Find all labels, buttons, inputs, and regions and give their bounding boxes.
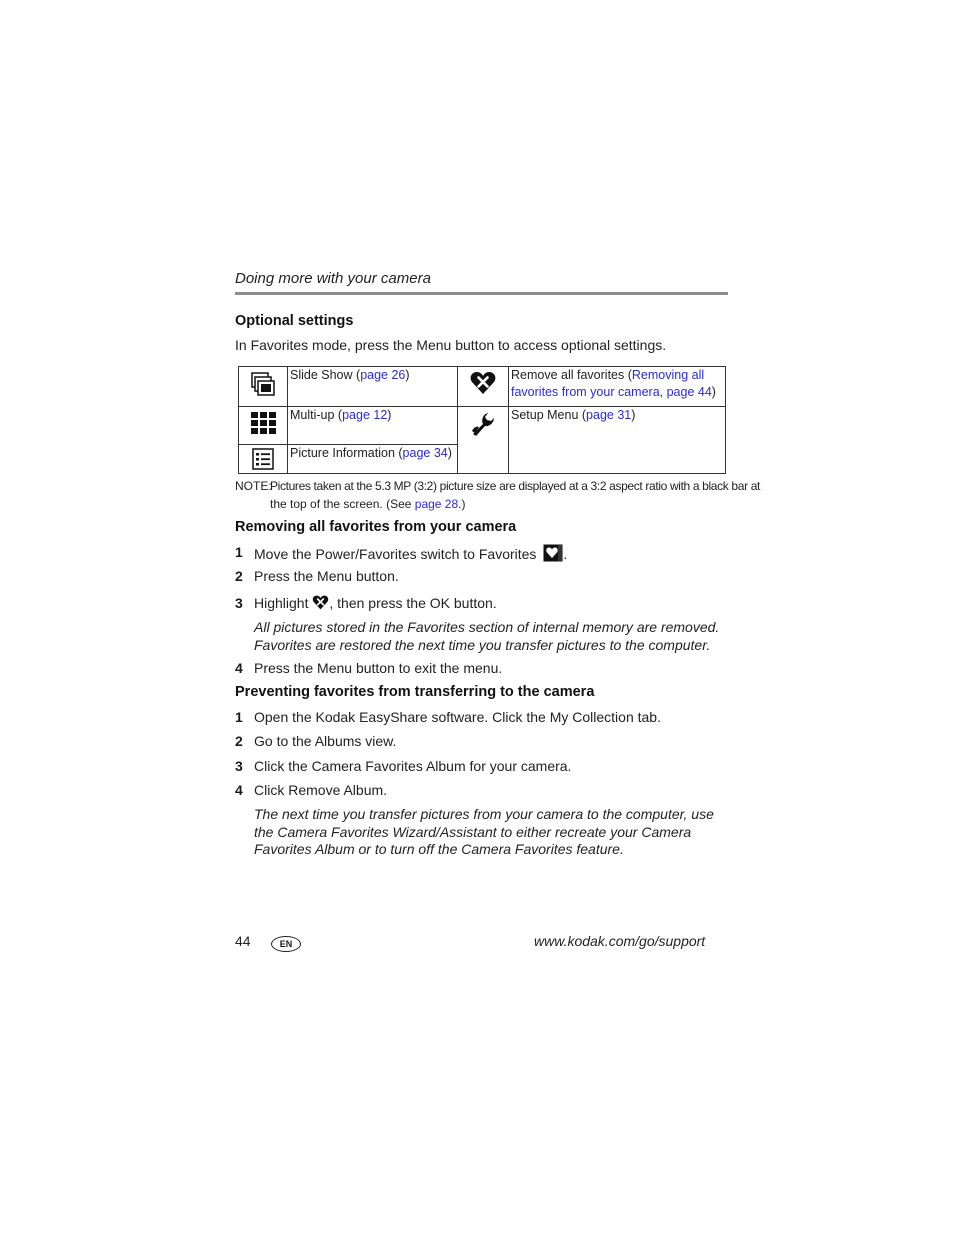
preventing-step-number: 1 <box>235 709 243 725</box>
preventing-step-number: 2 <box>235 733 243 749</box>
removing-step-number: 1 <box>235 544 243 560</box>
note-label: NOTE: <box>235 479 272 493</box>
removing-step-number: 2 <box>235 568 243 584</box>
multiup-icon <box>250 411 276 438</box>
picinfo-icon-cell <box>239 445 288 474</box>
preventing-step-number: 3 <box>235 758 243 774</box>
remove-favorites-page-link[interactable]: favorites from your camera, page 44 <box>511 385 712 399</box>
removing-step-1: Move the Power/Favorites switch to Favorites . <box>254 544 567 565</box>
preventing-step-number: 4 <box>235 782 243 798</box>
preventing-title: Preventing favorites from transferring to the camera <box>235 684 595 700</box>
note-text-line2: the top of the screen. (See page 28.) <box>270 497 466 511</box>
optional-settings-title: Optional settings <box>235 313 354 329</box>
preventing-step-1: Open the Kodak EasyShare software. Click the My Collection tab. <box>254 709 661 725</box>
slideshow-cell: Slide Show (page 26) <box>288 367 458 407</box>
removing-step-2: Press the Menu button. <box>254 568 399 584</box>
multiup-icon-cell <box>239 407 288 445</box>
removing-step-3: Highlight , then press the OK button. <box>254 595 497 611</box>
optional-settings-table <box>238 366 726 474</box>
preventing-step-2: Go to the Albums view. <box>254 733 397 749</box>
page-number: 44 <box>235 933 251 949</box>
setup-wrench-icon <box>470 411 496 440</box>
multiup-cell: Multi-up (page 12) <box>288 407 458 445</box>
remove-favorites-cell: Remove all favorites (Removing all favorites from your camera, page 44) <box>509 367 726 407</box>
note-page-link[interactable]: page 28 <box>414 497 459 511</box>
setup-page-link[interactable]: page 31 <box>586 408 632 422</box>
slideshow-icon-cell <box>239 367 288 407</box>
multiup-page-link[interactable]: page 12 <box>342 408 388 422</box>
optional-settings-intro: In Favorites mode, press the Menu button to access optional settings. <box>235 337 667 353</box>
setup-menu-cell: Setup Menu (page 31) <box>509 407 726 474</box>
note-text-line1: Pictures taken at the 5.3 MP (3:2) picture size are displayed at a 3:2 aspect ratio with a black bar at <box>270 479 761 493</box>
favorites-switch-icon <box>543 544 563 565</box>
removing-italic-note: All pictures stored in the Favorites section of internal memory are removed. Favorites are restored the next time you transfer pictures to the computer. <box>254 619 720 653</box>
slideshow-page-link[interactable]: page 26 <box>360 368 406 382</box>
preventing-italic-note: The next time you transfer pictures from your camera to the computer, use the Camera Favorites Wizard/Assistant to either recreate your Camera Favorites Album or to turn off the Camera Favorites feature. <box>254 806 714 857</box>
removing-title: Removing all favorites from your camera <box>235 519 517 535</box>
slideshow-icon <box>250 371 276 400</box>
preventing-step-3: Click the Camera Favorites Album for your camera. <box>254 758 572 774</box>
preventing-step-4: Click Remove Album. <box>254 782 388 798</box>
picture-info-icon <box>252 448 274 473</box>
header-rule <box>235 292 728 295</box>
remove-favorites-icon <box>470 371 496 398</box>
removing-all-link[interactable]: Removing all <box>631 368 705 382</box>
remove-favorites-inline-icon <box>312 595 329 613</box>
remove-favorites-icon-cell <box>458 367 509 407</box>
picinfo-page-link[interactable]: page 34 <box>402 446 448 460</box>
removing-step-4: Press the Menu button to exit the menu. <box>254 660 503 676</box>
picinfo-cell: Picture Information (page 34) <box>288 445 458 474</box>
running-header: Doing more with your camera <box>235 270 431 287</box>
support-url[interactable]: www.kodak.com/go/support <box>534 933 706 949</box>
setup-icon-cell <box>458 407 509 474</box>
removing-step-number: 4 <box>235 660 243 676</box>
language-badge: EN <box>271 934 301 952</box>
removing-step-number: 3 <box>235 595 243 611</box>
